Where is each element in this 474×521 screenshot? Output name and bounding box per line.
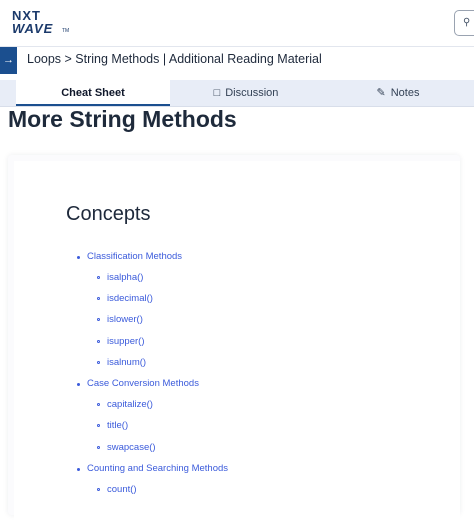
tab-cheat-sheet[interactable]: [16, 80, 170, 106]
breadcrumb: Loops > String Methods | Additional Reading Material: [27, 52, 322, 66]
bullet-icon: [97, 488, 100, 491]
bullet-icon: [77, 256, 80, 259]
list-item-label: Counting and Searching Methods: [87, 463, 229, 474]
search-icon: ⚲: [463, 17, 471, 28]
list-item-label: capitalize(): [107, 399, 153, 410]
list-item[interactable]: [107, 314, 143, 326]
arrow-right-icon: →: [3, 54, 14, 66]
logo-line-2: WAVE: [12, 21, 54, 36]
bullet-icon: [97, 424, 100, 427]
bullet-icon: [77, 383, 80, 386]
list-item[interactable]: [107, 293, 153, 305]
list-item-label: isupper(): [107, 336, 145, 347]
list-item[interactable]: [87, 378, 199, 390]
tab-label: Cheat Sheet: [61, 87, 125, 99]
bullet-icon: [97, 318, 100, 321]
list-item[interactable]: [107, 272, 143, 284]
bullet-icon: [77, 468, 80, 471]
concepts-heading: Concepts: [66, 203, 151, 225]
page-title: More String Methods: [8, 106, 237, 132]
nxtwave-logo[interactable]: [12, 9, 74, 37]
bullet-icon: [97, 276, 100, 279]
sidebar-toggle-button[interactable]: [0, 47, 17, 74]
list-item[interactable]: [107, 484, 137, 496]
list-item-label: isalpha(): [107, 272, 144, 283]
logo-trademark: TM: [62, 28, 70, 34]
list-item-label: title(): [107, 420, 129, 431]
bullet-icon: [97, 403, 100, 406]
list-item[interactable]: [107, 399, 153, 411]
chat-icon: □: [213, 87, 221, 99]
bullet-icon: [97, 361, 100, 364]
breadcrumb-bar: [0, 47, 474, 74]
list-item[interactable]: [107, 357, 146, 369]
bullet-icon: [97, 297, 100, 300]
top-header: [0, 0, 474, 47]
list-item[interactable]: [107, 420, 128, 432]
list-item-label: Case Conversion Methods: [87, 378, 199, 389]
list-item[interactable]: [107, 442, 156, 454]
bullet-icon: [97, 446, 100, 449]
list-item-label: isalnum(): [107, 357, 147, 368]
search-button[interactable]: [454, 10, 474, 36]
list-item-label: swapcase(): [107, 442, 156, 453]
list-item[interactable]: [107, 336, 145, 348]
bullet-icon: [97, 340, 100, 343]
list-item[interactable]: [87, 463, 228, 475]
list-item-label: Classification Methods: [87, 251, 183, 262]
list-item-label: islower(): [107, 314, 143, 325]
tab-notes[interactable]: [322, 80, 474, 106]
tab-label: Discussion: [225, 87, 279, 99]
list-item-label: count(): [107, 484, 137, 495]
tab-discussion[interactable]: [170, 80, 322, 106]
tab-label: Notes: [390, 87, 420, 99]
content-tabs: [0, 80, 474, 107]
list-item-label: isdecimal(): [107, 293, 153, 304]
notes-icon: ✎: [376, 87, 386, 99]
list-item[interactable]: [87, 251, 182, 263]
logo-line-1: NXT: [12, 8, 41, 23]
